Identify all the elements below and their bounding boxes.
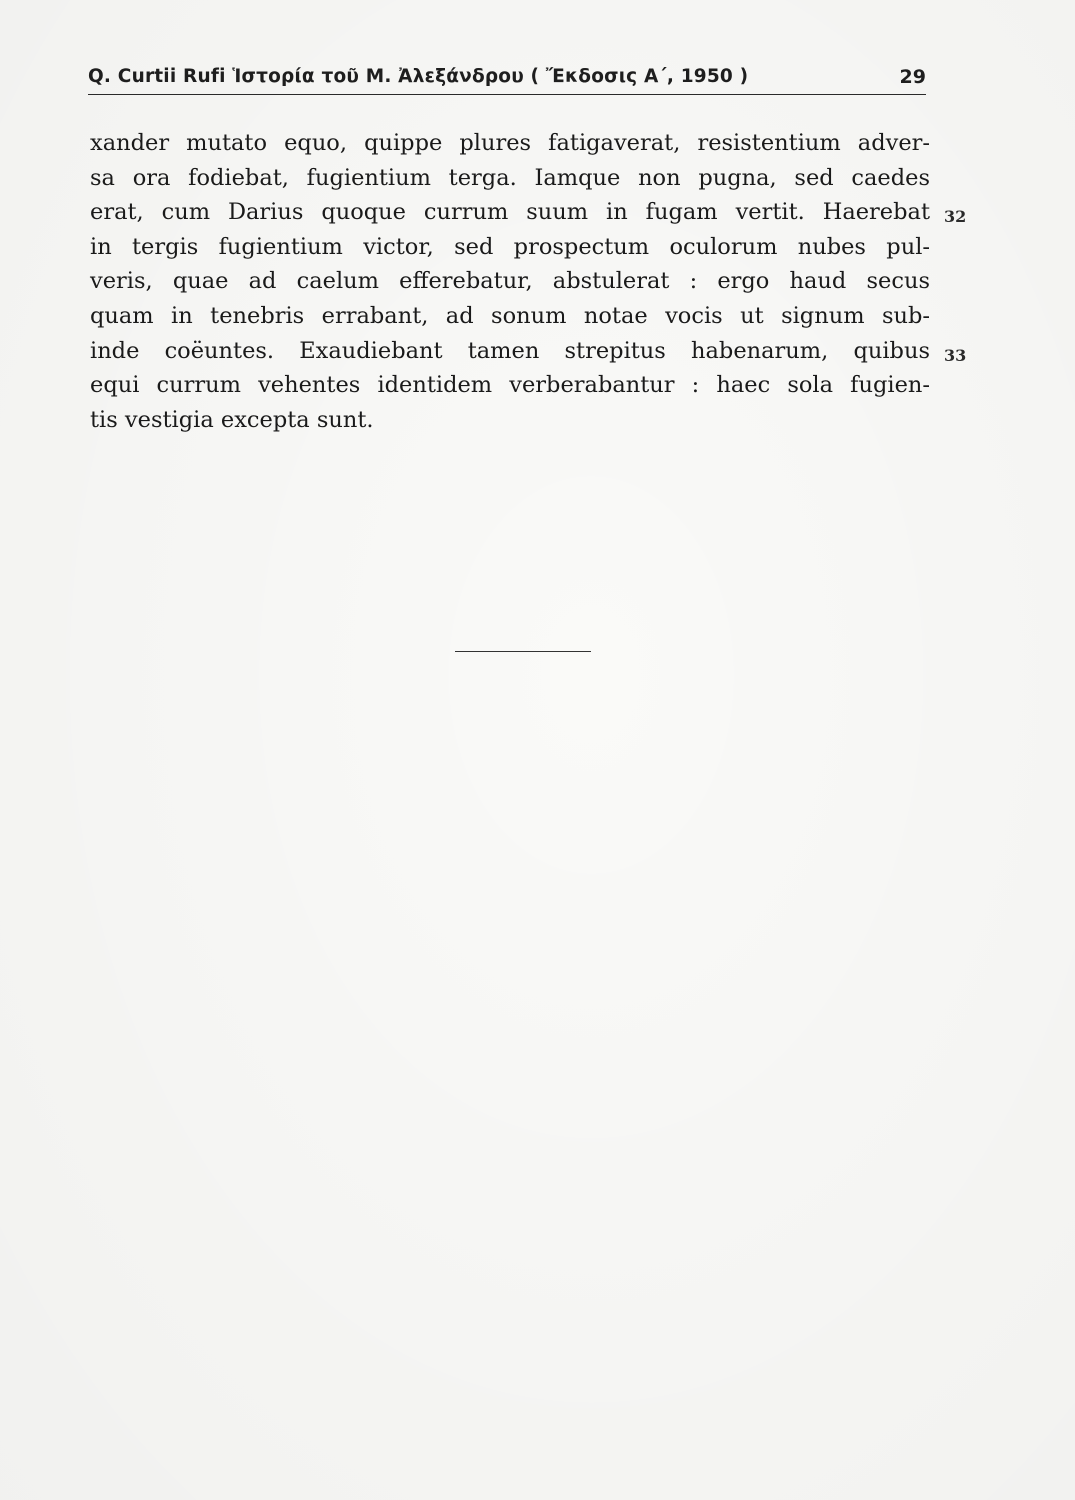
text-line: equi currum vehentes identidem verberabantur : haec sola fugien- (90, 372, 930, 399)
text-line: sa ora fodiebat, fugientium terga. Iamque non pugna, sed caedes (90, 164, 930, 191)
section-number-33: 33 (944, 346, 967, 365)
section-divider-rule (455, 651, 591, 652)
text-line: in tergis fugientium victor, sed prospectum oculorum nubes pul- (90, 233, 930, 260)
text-line: quam in tenebris errabant, ad sonum notae vocis ut signum sub- (90, 302, 930, 329)
text-line: inde coëuntes. Exaudiebant tamen strepitus habenarum, quibus (90, 337, 930, 364)
text-line: xander mutato equo, quippe plures fatigaverat, resistentium adver- (90, 130, 930, 156)
page-number: 29 (899, 66, 926, 88)
section-number-32: 32 (944, 207, 967, 226)
text-line: tis vestigia excepta sunt. (90, 406, 374, 433)
running-head (88, 64, 926, 95)
latin-text-block (90, 126, 930, 437)
running-head-title: Q. Curtii Rufi Ἱστορία τοῦ Μ. Ἀλεξάνδρου ( Ἔκδοσις Α΄, 1950 ) (88, 66, 749, 87)
text-line: erat, cum Darius quoque currum suum in fugam vertit. Haerebat (90, 199, 930, 226)
text-line: veris, quae ad caelum efferebatur, abstulerat : ergo haud secus (90, 268, 930, 295)
